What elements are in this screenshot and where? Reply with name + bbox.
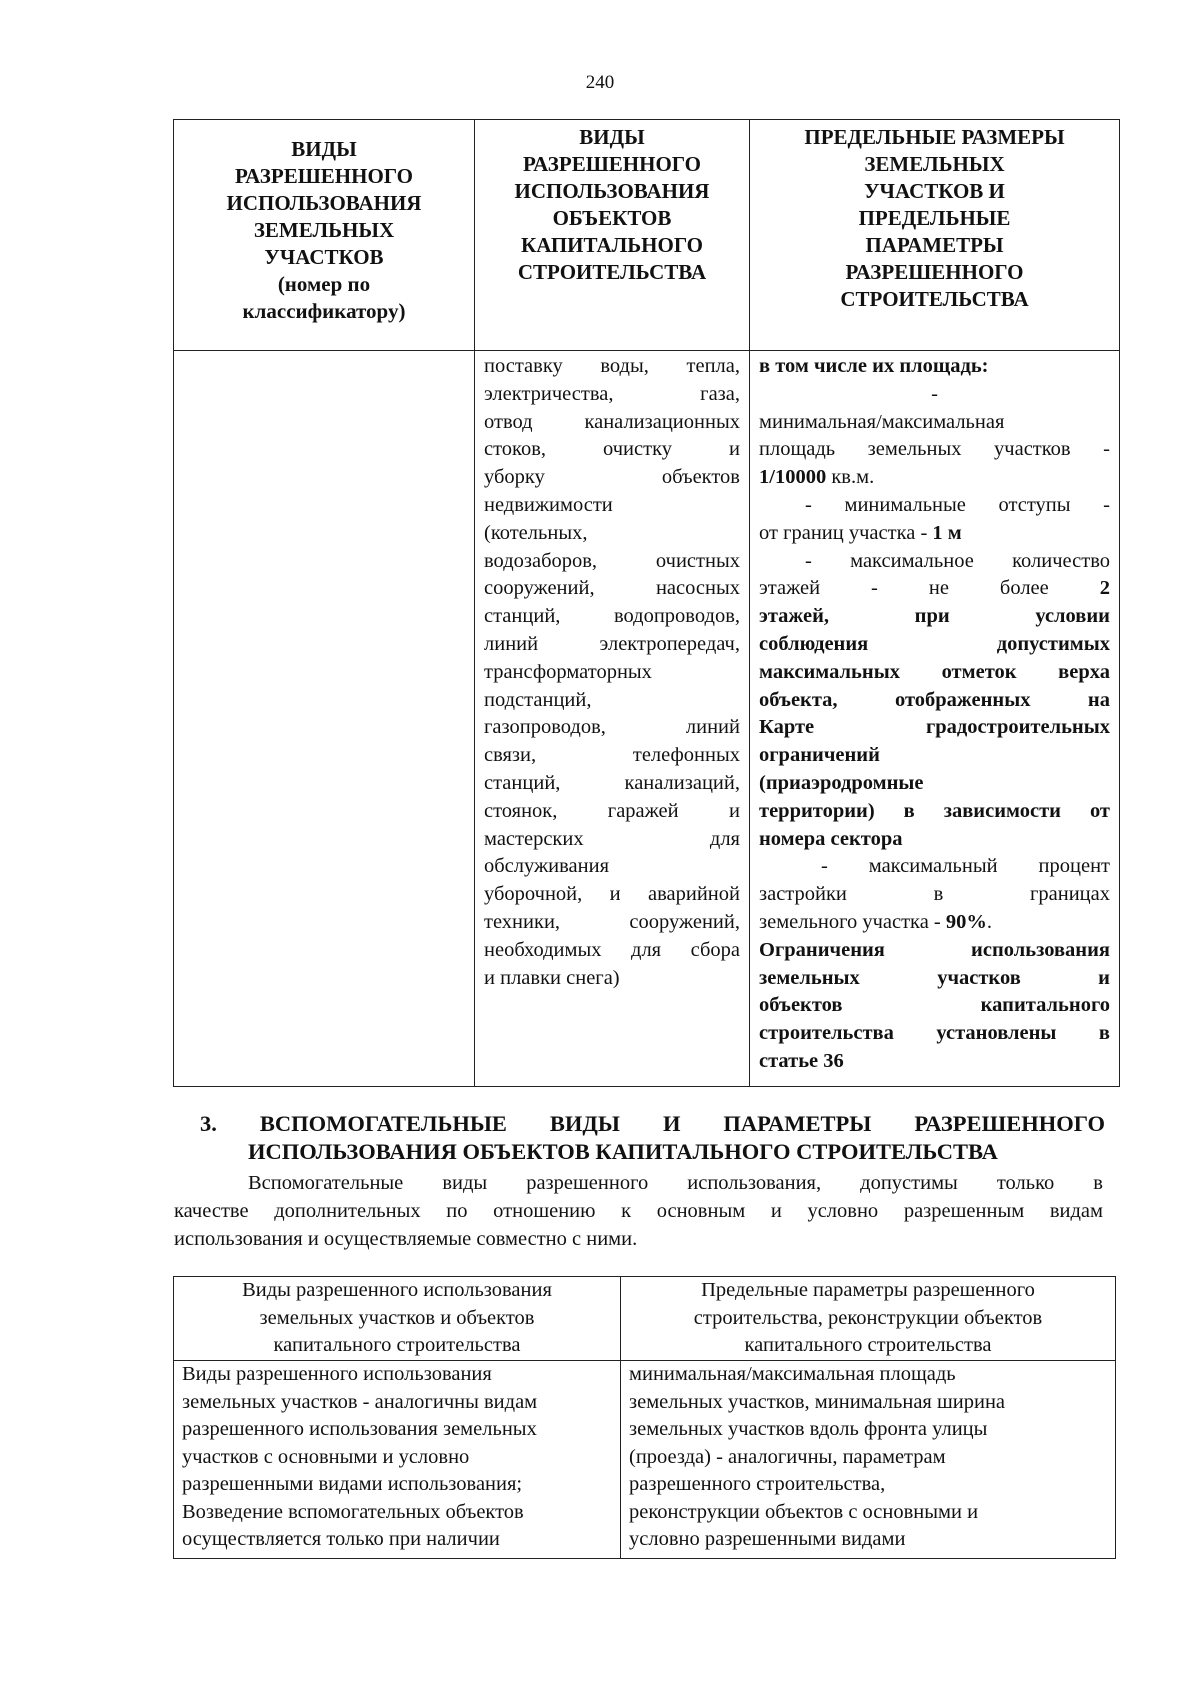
text-line: - максимальное количество [805, 549, 1110, 572]
header-line: капитального строительства [744, 1334, 992, 1356]
text-line [759, 909, 1110, 937]
header-subline: (номер по [277, 272, 371, 296]
zoning-table [173, 119, 1120, 1087]
cell-limit-parameters [750, 351, 1120, 1087]
text-line [759, 520, 1110, 548]
text-line: участков с основными и условно [182, 1445, 470, 1468]
text-line: земельных участков, минимальная ширина [629, 1390, 1006, 1413]
header-line: Предельные параметры разрешенного [701, 1279, 1035, 1301]
header-capital-construction-types [475, 120, 750, 351]
header-line: ПАРАМЕТРЫ [865, 233, 1004, 257]
text-line: ограничений [759, 744, 880, 767]
text-line: реконструкции объектов с основными и [629, 1500, 979, 1523]
text-line: стоков, очистку и [484, 438, 740, 461]
text-line: земельных участков - аналогичны видам [182, 1390, 538, 1413]
header-limit-parameters [750, 120, 1120, 351]
header-line: ОБЪЕКТОВ [552, 206, 672, 230]
text-line [759, 464, 1110, 492]
floors-label: этажей - не более [759, 577, 1049, 600]
text-line: разрешенного использования земельных [182, 1418, 537, 1440]
text-line: (проезда) - аналогичны, параметрам [629, 1445, 946, 1468]
text-line: условно разрешенными видами [629, 1528, 906, 1550]
auxiliary-uses-table [173, 1276, 1116, 1559]
text-line: мастерских для [484, 827, 740, 850]
text-line: соблюдения допустимых [759, 632, 1110, 655]
table-row [174, 1361, 1116, 1559]
section-paragraph [174, 1169, 1103, 1253]
coverage-label: земельного участка - [759, 910, 946, 933]
table-header-row [174, 120, 1120, 351]
header-line: Виды разрешенного использования [242, 1279, 552, 1301]
header-line: ИСПОЛЬЗОВАНИЯ [226, 191, 422, 215]
text-line: строительства установлены в [759, 1022, 1110, 1045]
text-line: газопроводов, линий [484, 716, 740, 739]
header-line: капитального строительства [273, 1334, 521, 1356]
text-line: Виды разрешенного использования [182, 1363, 492, 1385]
text-line: и плавки снега) [484, 966, 620, 989]
header-line: земельных участков и объектов [259, 1306, 535, 1329]
text-line: (приаэродромные [759, 771, 924, 794]
text-line: площадь земельных участков - [759, 438, 1110, 461]
area-value: 1/10000 [759, 466, 827, 489]
header-line: ЗЕМЕЛЬНЫХ [253, 218, 395, 242]
text-line: техники, сооружений, [484, 910, 740, 933]
text-line: этажей, при условии [759, 605, 1110, 628]
text-line: статье 36 [759, 1049, 844, 1072]
text-line: уборочной, и аварийной [484, 883, 740, 906]
header-line: УЧАСТКОВ И [864, 179, 1005, 203]
text-line: недвижимости [484, 493, 613, 516]
table-row [174, 351, 1120, 1087]
text-line: стоянок, гаражей и [484, 799, 740, 822]
text-line: сооружений, насосных [484, 577, 740, 600]
header-land-use-types [174, 120, 475, 351]
text-line: минимальная/максимальная площадь [629, 1363, 956, 1385]
header-line: СТРОИТЕЛЬСТВА [840, 287, 1029, 311]
header-subline: классификатору) [242, 299, 406, 323]
section-title-line: ИСПОЛЬЗОВАНИЯ ОБЪЕКТОВ КАПИТАЛЬНОГО СТРОИТЕЛЬСТВА [248, 1139, 998, 1164]
header-line: ВИДЫ [291, 137, 357, 161]
text-line: станций, водопроводов, [484, 605, 740, 628]
text-line: (котельных, [484, 521, 588, 544]
paragraph-line: Вспомогательные виды разрешенного использования, допустимы только в [248, 1172, 1103, 1194]
text-line: трансформаторных [484, 660, 652, 683]
section-title [200, 1110, 1105, 1166]
text-line: максимальных отметок верха [759, 660, 1110, 683]
table-header-row [174, 1277, 1116, 1361]
text-line: отвод канализационных [484, 410, 740, 433]
setback-value: 1 м [932, 521, 962, 544]
header-line: РАЗРЕШЕННОГО [235, 164, 413, 188]
text-line: Карте градостроительных [759, 716, 1110, 739]
text-line: - минимальные отступы - [805, 493, 1110, 516]
header-line: КАПИТАЛЬНОГО [520, 233, 704, 257]
text-line: станций, канализаций, [484, 771, 740, 794]
text-line: - максимальный процент [821, 855, 1110, 878]
header-line: ПРЕДЕЛЬНЫЕ РАЗМЕРЫ [804, 125, 1065, 149]
text-line: осуществляется только при наличии [182, 1528, 500, 1550]
text-line: Возведение вспомогательных объектов [182, 1500, 524, 1523]
text-line: подстанций, [484, 688, 592, 711]
text-line: Ограничения использования [759, 938, 1110, 961]
area-unit: кв.м. [826, 466, 875, 489]
coverage-value: 90% [945, 910, 987, 933]
text-line: объекта, отображенных на [759, 688, 1110, 711]
text-line: номера сектора [759, 827, 903, 850]
text-line: минимальная/максимальная [759, 410, 1005, 433]
text-line: территории) в зависимости от [759, 799, 1110, 822]
cell-auxiliary-limit-parameters [621, 1361, 1116, 1559]
text-line: земельных участков вдоль фронта улицы [629, 1418, 988, 1440]
text-line: в том числе их площадь: [759, 355, 989, 377]
header-line: СТРОИТЕЛЬСТВА [517, 260, 707, 284]
text-line: водозаборов, очистных [484, 549, 740, 572]
header-line: РАЗРЕШЕННОГО [523, 152, 701, 176]
text-line: разрешенного строительства, [629, 1473, 886, 1495]
text-line: земельных участков и [759, 966, 1110, 989]
cell-land-use-empty [174, 351, 475, 1087]
header-line: строительства, реконструкции объектов [693, 1306, 1043, 1329]
text-line: застройки в границах [759, 883, 1110, 906]
header-line: ЗЕМЕЛЬНЫХ [864, 152, 1005, 176]
floors-value: 2 [1099, 577, 1110, 600]
paragraph-line: использования и осуществляемые совместно с ними. [174, 1228, 638, 1250]
header-line: ВИДЫ [579, 125, 645, 149]
header-line: ИСПОЛЬЗОВАНИЯ [514, 179, 710, 203]
cell-capital-construction-description [475, 351, 750, 1087]
text-line: связи, телефонных [484, 744, 740, 767]
cell-auxiliary-use-types [174, 1361, 621, 1559]
text-line: поставку воды, тепла, [484, 355, 740, 377]
text-line: электричества, газа, [484, 382, 740, 405]
text-line: объектов капитального [759, 994, 1110, 1017]
paragraph-line: качестве дополнительных по отношению к основным и условно разрешенным видам [174, 1200, 1103, 1222]
text-line: обслуживания [484, 855, 610, 878]
page-number: 240 [585, 72, 615, 93]
section-title-line: 3. ВСПОМОГАТЕЛЬНЫЕ ВИДЫ И ПАРАМЕТРЫ РАЗРЕШЕННОГО [200, 1111, 1105, 1136]
header-line: УЧАСТКОВ [264, 245, 384, 269]
text-line [759, 575, 1110, 603]
text-line: линий электропередач, [484, 632, 740, 655]
setback-label: от границ участка - [759, 521, 933, 544]
header-line: РАЗРЕШЕННОГО [845, 260, 1024, 284]
text-line: необходимых для сбора [484, 938, 740, 961]
header-line: ПРЕДЕЛЬНЫЕ [858, 206, 1011, 230]
punctuation: . [986, 910, 993, 933]
header-auxiliary-limit-parameters [621, 1277, 1116, 1361]
text-line: - [931, 382, 938, 405]
text-line: разрешенными видами использования; [182, 1473, 523, 1495]
header-auxiliary-use-types [174, 1277, 621, 1361]
text-line: уборку объектов [484, 466, 740, 489]
